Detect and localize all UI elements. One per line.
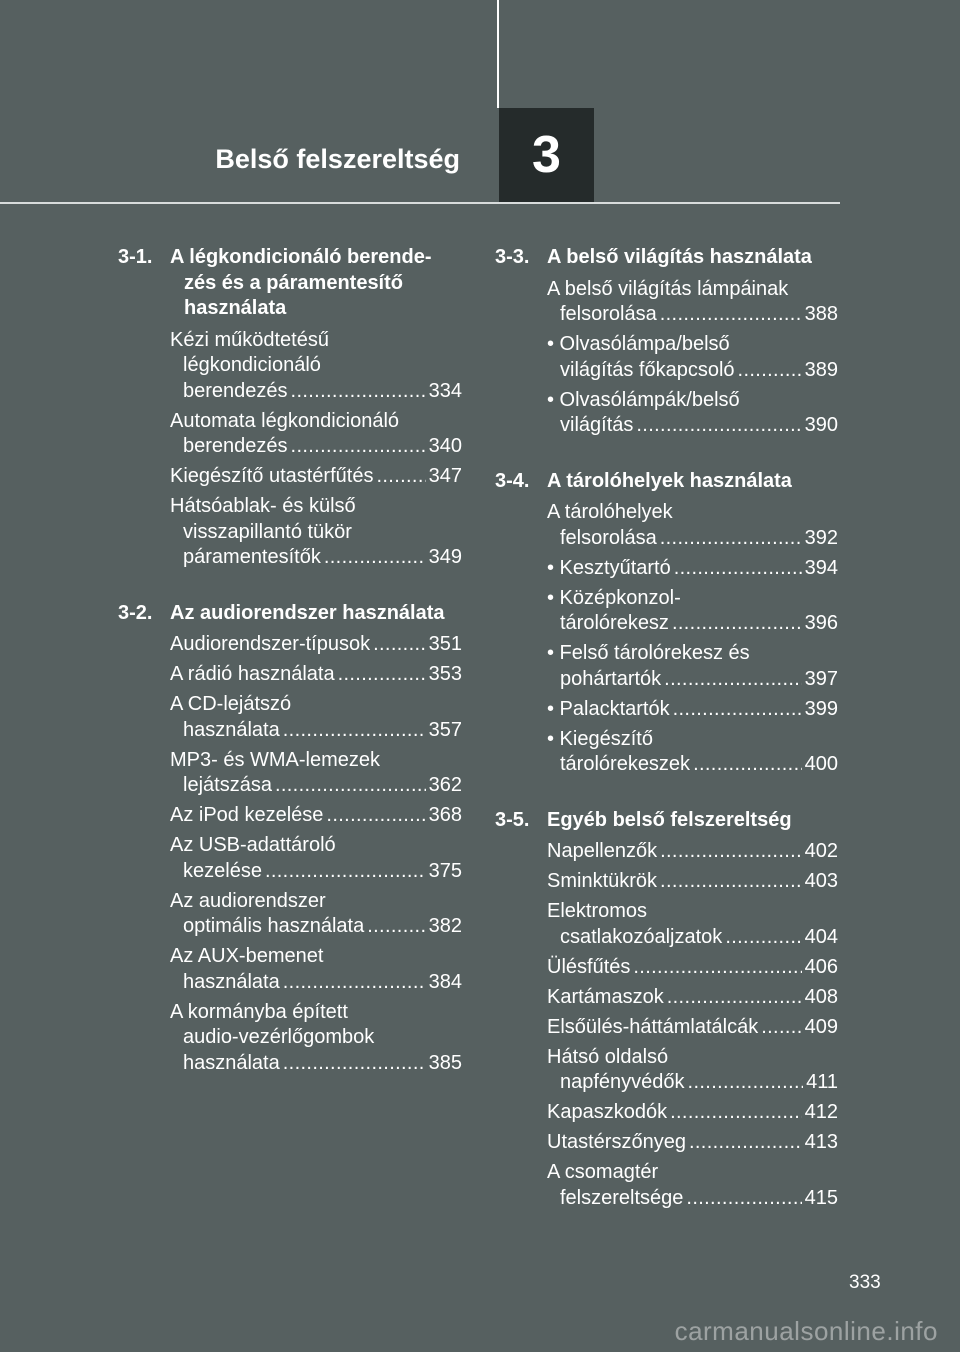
entry-page-number: 408 — [804, 985, 838, 1008]
section-title: A belső világítás használata — [547, 246, 812, 268]
dot-leader — [674, 556, 802, 582]
entry-page-number: 415 — [804, 1186, 838, 1209]
dot-leader — [275, 773, 426, 799]
toc-entry[interactable] — [170, 494, 462, 571]
toc-entry[interactable] — [547, 1130, 838, 1156]
entry-text-line: A tárolóhelyek — [547, 501, 673, 523]
entry-final-line — [170, 970, 462, 996]
toc-section — [495, 469, 838, 778]
entry-final-line — [547, 925, 838, 951]
entry-text-line: audio-vezérlőgombok — [183, 1026, 375, 1048]
dot-leader — [673, 697, 802, 723]
entry-label: Az iPod kezelése — [170, 804, 324, 826]
section-entries — [547, 839, 838, 1211]
page-number: 333 — [849, 1272, 881, 1293]
section-number: 3-1. — [118, 246, 153, 268]
section-title: A tárolóhelyek használata — [547, 469, 792, 492]
entry-page-number: 334 — [428, 379, 462, 402]
entry-text-line: Automata légkondicionáló — [170, 409, 400, 432]
dot-leader — [667, 985, 802, 1011]
toc-entry[interactable] — [547, 1160, 838, 1211]
entry-text-line: A belső világítás lámpáinak — [547, 277, 789, 300]
entry-page-number: 413 — [804, 1131, 838, 1153]
toc-entry[interactable] — [547, 899, 838, 950]
entry-page-number: 406 — [804, 955, 838, 978]
chapter-number-tab: 3 — [499, 108, 594, 202]
dot-leader — [367, 914, 425, 940]
entry-final-line — [170, 662, 462, 688]
toc-column-left — [118, 245, 462, 1106]
entry-label: Kiegészítő utastérfűtés — [170, 465, 374, 487]
section-heading — [495, 808, 838, 834]
dot-leader — [376, 464, 425, 490]
entry-text-line: légkondicionáló — [183, 354, 321, 376]
dot-leader — [660, 526, 802, 552]
section-number: 3-2. — [118, 601, 153, 624]
toc-section — [495, 808, 838, 1212]
toc-entry[interactable] — [547, 1100, 838, 1126]
entry-text-line: A csomagtér — [547, 1161, 659, 1183]
entry-page-number: 384 — [428, 970, 462, 993]
toc-entry[interactable] — [170, 944, 462, 995]
entry-final-line — [547, 697, 838, 723]
entry-label: világítás főkapcsoló — [560, 358, 735, 381]
entry-label: • Kesztyűtartó — [547, 556, 671, 579]
entry-page-number: 392 — [804, 526, 838, 549]
entry-text-line: • Olvasólámpa/belső — [547, 333, 730, 355]
entry-text-line: visszapillantó tükör — [183, 520, 352, 543]
entry-text-line: Kézi működtetésű — [170, 328, 329, 351]
entry-page-number: 412 — [804, 1101, 838, 1123]
toc-entry[interactable] — [547, 556, 838, 582]
entry-page-number: 357 — [428, 718, 462, 741]
entry-text-line: Az audiorendszer — [170, 889, 326, 912]
section-title: Az audiorendszer használata — [170, 601, 445, 624]
entry-final-line — [547, 752, 838, 778]
section-entries — [170, 632, 462, 1076]
entry-text-line: • Kiegészítő — [547, 727, 653, 750]
entry-final-line — [170, 632, 462, 658]
section-entries — [170, 328, 462, 571]
entry-final-line — [547, 526, 838, 552]
section-heading — [495, 469, 838, 495]
entry-label: • Palacktartók — [547, 697, 670, 720]
entry-page-number: 404 — [804, 925, 838, 948]
entry-label: Utastérszőnyeg — [547, 1131, 686, 1153]
toc-entry[interactable] — [547, 277, 838, 328]
toc-entry[interactable] — [547, 641, 838, 692]
dot-leader — [283, 970, 426, 996]
entry-label: tárolórekesz — [560, 612, 669, 634]
entry-label: csatlakozóaljzatok — [560, 925, 723, 948]
dot-leader — [689, 1130, 802, 1156]
dot-leader — [670, 1100, 802, 1126]
toc-entry[interactable] — [547, 500, 838, 551]
entry-label: Kartámaszok — [547, 985, 664, 1008]
entry-page-number: 347 — [428, 465, 462, 487]
entry-page-number: 394 — [804, 556, 838, 579]
toc-entry[interactable] — [170, 692, 462, 743]
dot-leader — [291, 434, 426, 460]
entry-label: világítás — [560, 414, 634, 436]
entry-text-line: • Középkonzol- — [547, 586, 681, 609]
entry-text-line: A CD-lejátszó — [170, 693, 292, 715]
entry-label: lejátszása — [183, 774, 272, 796]
entry-final-line — [547, 667, 838, 693]
toc-entry[interactable] — [170, 1000, 462, 1077]
header-horizontal-rule — [0, 202, 840, 204]
entry-page-number: 411 — [806, 1071, 838, 1093]
entry-final-line — [547, 985, 838, 1011]
dot-leader — [660, 302, 802, 328]
toc-entry[interactable] — [547, 839, 838, 865]
dot-leader — [664, 667, 801, 693]
dot-leader — [324, 545, 426, 571]
entry-label: Napellenzők — [547, 840, 658, 862]
toc-entry[interactable] — [170, 464, 462, 490]
entry-page-number: 388 — [804, 303, 838, 325]
entry-final-line — [547, 869, 838, 895]
entry-page-number: 409 — [804, 1015, 838, 1038]
entry-final-line — [170, 545, 462, 571]
entry-final-line — [170, 773, 462, 799]
entry-label: Audiorendszer-típusok — [170, 633, 371, 655]
entry-final-line — [547, 1100, 838, 1126]
toc-entry[interactable] — [547, 1045, 838, 1096]
entry-final-line — [170, 1051, 462, 1077]
entry-text-line: • Olvasólámpák/belső — [547, 388, 740, 411]
header-vertical-rule — [497, 0, 499, 108]
toc-entry[interactable] — [547, 1015, 838, 1041]
watermark: carmanualsonline.info — [674, 1316, 938, 1346]
dot-leader — [636, 413, 801, 439]
dot-leader — [283, 718, 426, 744]
dot-leader — [660, 839, 802, 865]
entry-final-line — [547, 1186, 838, 1212]
entry-page-number: 362 — [428, 774, 462, 796]
entry-page-number: 402 — [804, 840, 838, 862]
entry-label: használata — [183, 1051, 280, 1074]
toc-entry[interactable] — [547, 586, 838, 637]
entry-label: pohártartók — [560, 667, 662, 690]
entry-page-number: 403 — [804, 870, 838, 892]
toc-entry[interactable] — [170, 833, 462, 884]
entry-page-number: 400 — [804, 753, 838, 775]
section-title: A légkondicionáló berende- zés és a páramentesítő használata — [170, 246, 432, 319]
section-number: 3-4. — [495, 469, 530, 492]
toc-entry[interactable] — [170, 748, 462, 799]
entry-final-line — [170, 379, 462, 405]
entry-label: Sminktükrök — [547, 870, 658, 892]
entry-final-line — [170, 859, 462, 885]
dot-leader — [338, 662, 426, 688]
toc-section — [118, 601, 462, 1077]
entry-final-line — [547, 413, 838, 439]
entry-text-line: Az USB-adattároló — [170, 834, 336, 856]
entry-page-number: 390 — [804, 414, 838, 436]
dot-leader — [686, 1186, 801, 1212]
section-entries — [547, 500, 838, 778]
toc-entry[interactable] — [170, 409, 462, 460]
entry-page-number: 340 — [428, 435, 462, 457]
entry-final-line — [170, 718, 462, 744]
section-number: 3-5. — [495, 808, 530, 831]
entry-label: berendezés — [183, 379, 288, 402]
entry-label: kezelése — [183, 859, 262, 882]
entry-page-number: 396 — [804, 612, 838, 634]
entry-text-line: Az AUX-bemenet — [170, 945, 324, 967]
dot-leader — [633, 955, 801, 981]
entry-label: Kapaszkodók — [547, 1101, 668, 1123]
entry-final-line — [547, 358, 838, 384]
dot-leader — [738, 358, 802, 384]
entry-final-line — [170, 464, 462, 490]
toc-column-right — [495, 245, 838, 1241]
toc-entry[interactable] — [547, 388, 838, 439]
entry-page-number: 349 — [428, 546, 462, 568]
entry-final-line — [547, 611, 838, 637]
entry-page-number: 397 — [804, 667, 838, 690]
chapter-title: Belső felszereltség — [215, 144, 460, 174]
toc-entry[interactable] — [547, 727, 838, 778]
entry-text-line: Hátsóablak- és külső — [170, 495, 356, 517]
toc-entry[interactable] — [170, 803, 462, 829]
entry-page-number: 389 — [804, 358, 838, 381]
entry-page-number: 368 — [428, 804, 462, 826]
entry-page-number: 382 — [428, 915, 462, 937]
entry-label: A rádió használata — [170, 663, 335, 685]
entry-label: tárolórekeszek — [560, 753, 691, 775]
section-heading — [118, 245, 462, 322]
entry-label: felsorolása — [560, 526, 657, 549]
entry-label: napfényvédők — [560, 1071, 685, 1093]
toc-entry[interactable] — [547, 332, 838, 383]
entry-label: felszereltsége — [560, 1186, 684, 1209]
entry-final-line — [547, 955, 838, 981]
entry-page-number: 375 — [428, 859, 462, 882]
entry-label: optimális használata — [183, 915, 365, 937]
dot-leader — [693, 752, 802, 778]
entry-page-number: 351 — [428, 633, 462, 655]
dot-leader — [291, 379, 426, 405]
entry-label: használata — [183, 718, 280, 741]
entry-text-line: A kormányba épített — [170, 1000, 348, 1023]
dot-leader — [326, 803, 425, 829]
section-entries — [547, 277, 838, 439]
entry-text-line: • Felső tárolórekesz és — [547, 642, 750, 664]
entry-label: páramentesítők — [183, 546, 321, 568]
entry-final-line — [547, 1070, 838, 1096]
dot-leader — [688, 1070, 804, 1096]
toc-entry[interactable] — [547, 697, 838, 723]
toc-entry[interactable] — [170, 889, 462, 940]
entry-text-line: Elektromos — [547, 900, 648, 922]
entry-label: Elsőülés-háttámlatálcák — [547, 1015, 759, 1038]
entry-text-line: Hátsó oldalsó — [547, 1045, 669, 1068]
toc-section — [118, 245, 462, 571]
entry-final-line — [170, 434, 462, 460]
section-title: Egyéb belső felszereltség — [547, 808, 792, 831]
dot-leader — [283, 1051, 426, 1077]
toc-entry[interactable] — [170, 662, 462, 688]
section-number: 3-3. — [495, 246, 530, 268]
entry-final-line — [547, 556, 838, 582]
entry-label: használata — [183, 970, 280, 993]
toc-entry[interactable] — [170, 328, 462, 405]
entry-label: Ülésfűtés — [547, 955, 631, 978]
entry-text-line: MP3- és WMA-lemezek — [170, 748, 381, 771]
dot-leader — [265, 859, 426, 885]
toc-entry[interactable] — [547, 985, 838, 1011]
entry-final-line — [547, 839, 838, 865]
entry-page-number: 399 — [804, 697, 838, 720]
toc-section — [495, 245, 838, 439]
entry-final-line — [547, 1130, 838, 1156]
entry-label: berendezés — [183, 435, 288, 457]
entry-final-line — [547, 1015, 838, 1041]
entry-page-number: 385 — [428, 1051, 462, 1074]
section-heading — [118, 601, 462, 627]
dot-leader — [761, 1015, 801, 1041]
entry-page-number: 353 — [428, 663, 462, 685]
dot-leader — [373, 632, 426, 658]
entry-final-line — [170, 803, 462, 829]
section-heading — [495, 245, 838, 271]
toc-entry[interactable] — [547, 955, 838, 981]
toc-entry[interactable] — [547, 869, 838, 895]
entry-label: felsorolása — [560, 303, 657, 325]
dot-leader — [660, 869, 802, 895]
entry-final-line — [170, 914, 462, 940]
entry-final-line — [547, 302, 838, 328]
toc-entry[interactable] — [170, 632, 462, 658]
dot-leader — [725, 925, 801, 951]
dot-leader — [672, 611, 802, 637]
